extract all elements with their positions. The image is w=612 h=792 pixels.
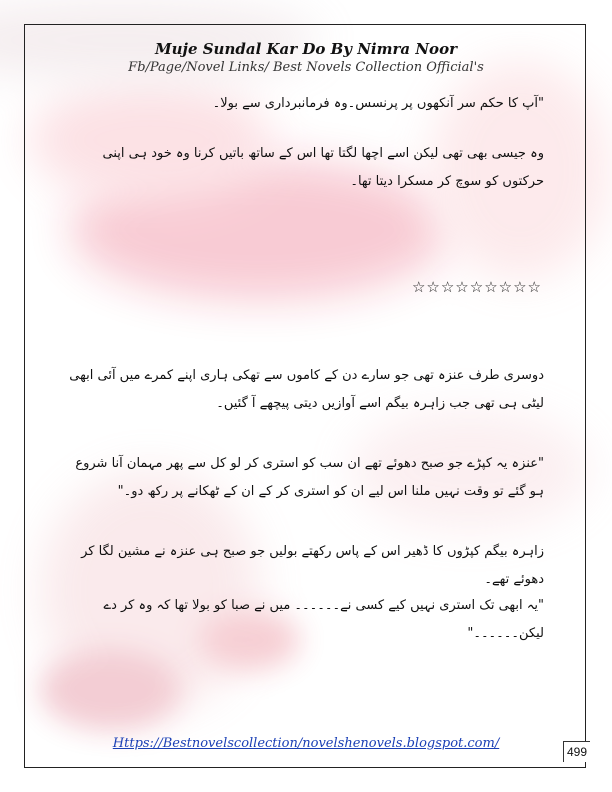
paragraph-1: "آپ کا حکم سر آنکھوں پر پرنسس۔وہ فرمانبرداری سے بولا۔ bbox=[212, 96, 544, 111]
document-subtitle: Fb/Page/Novel Links/ Best Novels Collection Official's bbox=[128, 60, 484, 75]
footer-blog-link[interactable]: Https://Bestnovelscollection/novelshenovels.blogspot.com/ bbox=[112, 736, 500, 751]
paragraph-6: "یہ ابھی تک استری نہیں کیے کسی نے۔۔۔۔۔۔ میں نے صبا کو بولا تھا کہ وہ کر دے لیکن۔۔۔۔۔۔" bbox=[103, 598, 544, 641]
section-separator-stars: ☆☆☆☆☆☆☆☆☆ bbox=[411, 278, 542, 296]
paragraph-5: زاہرہ بیگم کپڑوں کا ڈھیر اس کے پاس رکھتے بولیں جو صبح ہی عنزہ نے مشین لگا کر دھوئے تھے۔ bbox=[81, 544, 544, 587]
document-title: Muje Sundal Kar Do By Nimra Noor bbox=[155, 40, 457, 58]
paragraph-2: وہ جیسی بھی تھی لیکن اسے اچھا لگتا تھا اس کے ساتھ باتیں کرنا وہ خود ہی اپنی حرکتوں کو سوچ کر مسکرا دیتا تھا۔ bbox=[102, 146, 544, 189]
paragraph-4: "عنزہ یہ کپڑے جو صبح دھوئے تھے ان سب کو استری کر لو کل سے پھر مہمان آنا شروع ہو گئے تو وقت نہیں ملنا اس لیے ان کو استری کر کے ان کے ٹھکانے پر رکھ دو۔" bbox=[75, 456, 544, 499]
page-number: 499 bbox=[563, 741, 590, 762]
paragraph-3: دوسری طرف عنزہ تھی جو سارے دن کے کاموں سے تھکی ہاری اپنے کمرے میں آئی ابھی لیٹی ہی تھی جب زاہرہ بیگم اسے آوازیں دیتی پیچھے آ گئیں۔ bbox=[69, 368, 544, 411]
